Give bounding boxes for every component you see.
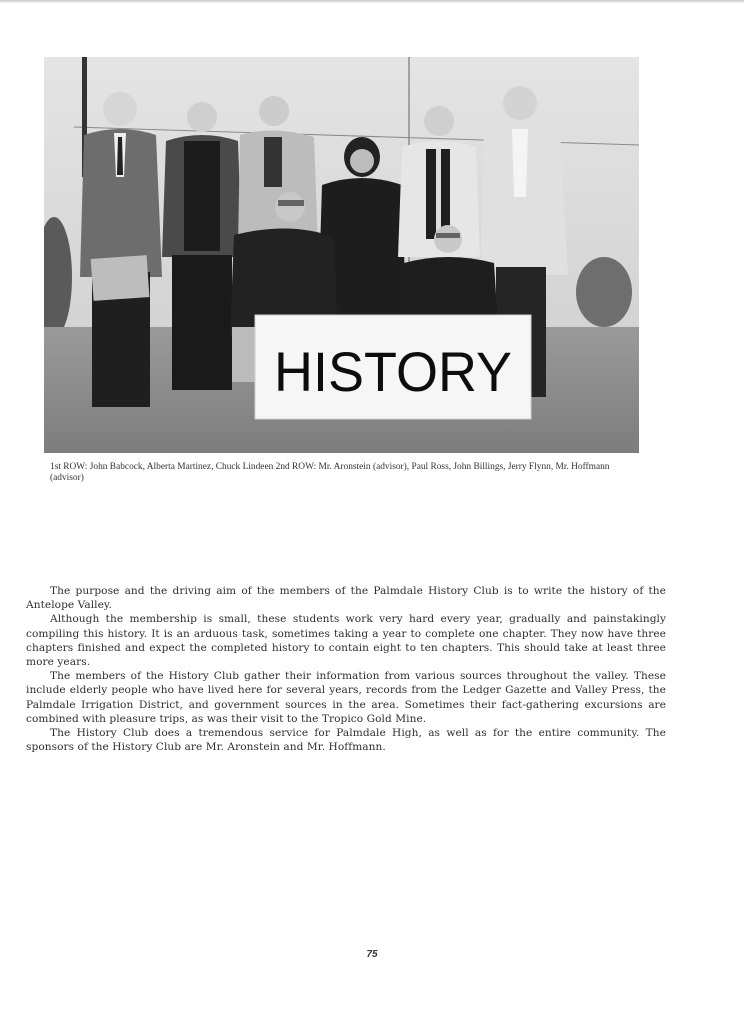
right-shrub: [576, 257, 632, 327]
paragraph: The History Club does a tremendous service for Palmdale High, as well as for the entire community. The sponsors of the History Club are Mr. Aronstein and Mr. Hoffmann.: [26, 727, 666, 754]
paragraph: Although the membership is small, these students work very hard every year, gradually and painstakingly compiling this history. It is an arduous task, sometimes taking a year to complete one chapter. They now have three chapters finished and expect the completed history to contain eight to ten chapters. This should take at least three more years.: [26, 613, 666, 669]
person-aronstein: [80, 92, 162, 407]
club-group-photo: [44, 57, 639, 453]
photo-illustration: [44, 57, 639, 453]
article-body: [26, 584, 666, 754]
page-number: 75: [366, 949, 378, 960]
page-top-edge: [0, 0, 744, 3]
person-ross: [162, 102, 242, 390]
paragraph: The members of the History Club gather their information from various sources throughout the valley. These include elderly people who have lived here for several years, records from the Ledger Gazette and Valley Press, the Palmdale Irrigation District, and government sources in the area. Sometimes their fact-gathering excursions are combined with pleasure trips, as was their visit to the Tropico Gold Mine.: [26, 670, 666, 725]
history-sign: [255, 315, 531, 419]
photo-caption: 1st ROW: John Babcock, Alberta Martinez, Chuck Lindeen 2nd ROW: Mr. Aronstein (advisor), Paul Ross, John Billings, Jerry Flynn, Mr. Hoffmann (advisor): [50, 462, 610, 483]
paragraph: The purpose and the driving aim of the members of the Palmdale History Club is to write the history of the Antelope Valley.: [26, 585, 666, 612]
sign-text: HISTORY: [274, 340, 512, 403]
